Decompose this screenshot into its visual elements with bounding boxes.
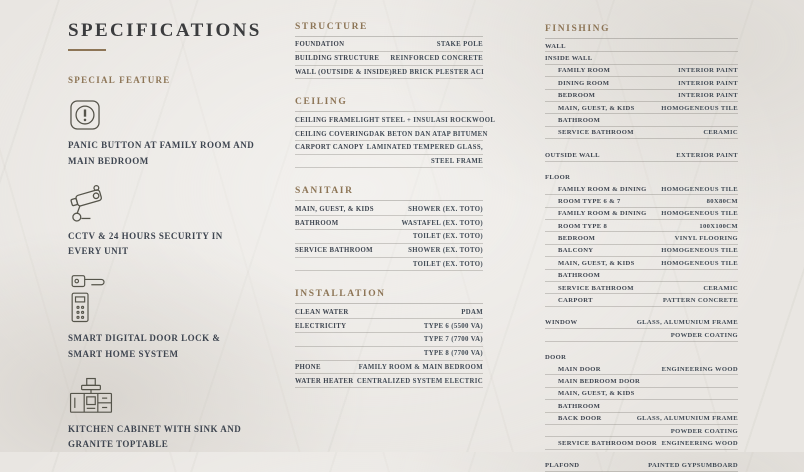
finishing-row [545,294,738,306]
spec-value: DAK BETON DAN ATAP BITUMEN [369,130,488,138]
spec-label: BEDROOM [558,235,596,243]
spec-value: POWDER COATING [670,427,738,435]
finishing-row [545,172,738,183]
title-underline [68,49,106,51]
finishing-row [545,114,738,126]
section-ceiling [295,97,496,168]
spec-value: SHOWER (EX. TOTO) [408,205,483,213]
smart-door-lock-icon [68,273,273,325]
spec-label: PHONE [295,363,321,371]
section-heading: STRUCTURE [295,22,483,37]
spec-value: GLASS, ALUMUNIUM FRAME [636,319,738,327]
spec-value: CERAMIC [703,129,738,137]
spec-label: MAIN, GUEST, & KIDS [558,104,635,112]
spec-label: OUTSIDE WALL [545,151,600,159]
spec-label: ROOM TYPE 6 & 7 [558,197,621,205]
section-heading: SANITAIR [295,186,483,201]
finishing-column [545,24,738,472]
spec-label: CLEAN WATER [295,308,349,316]
spec-value: TOILET (EX. TOTO) [412,233,483,241]
left-column [68,20,273,453]
spec-label: WATER HEATER [295,377,354,385]
middle-column [295,22,496,406]
spec-value: HOMOGENEOUS TILE [661,104,738,112]
spec-label: WALL [545,42,566,50]
finishing-row [545,363,738,375]
spec-label: FOUNDATION [295,41,345,49]
spec-value: HOMOGENEOUS TILE [661,185,738,193]
spec-row [295,155,483,169]
finishing-row [545,127,738,139]
spec-value: WASTAFEL (EX. TOTO) [401,219,483,227]
spec-row [295,319,483,333]
spec-label: ROOM TYPE 8 [558,222,608,230]
page-title: SPECIFICATIONS [68,20,262,41]
spec-value: TYPE 7 (7700 VA) [423,336,483,344]
spec-label: SERVICE BATHROOM [558,284,634,292]
spec-label: WINDOW [545,319,578,327]
kitchen-cabinet-icon [68,376,273,416]
finishing-row [545,425,738,437]
spec-value: HOMOGENEOUS TILE [661,210,738,218]
finishing-row [545,102,738,114]
finishing-row [545,183,738,195]
spec-label: CARPORT [558,297,593,305]
spec-value: INTERIOR PAINT [678,79,738,87]
spec-label: FAMILY ROOM [558,67,611,75]
spec-label: SERVICE BATHROOM DOOR [558,439,657,447]
spec-label: BATHROOM [295,219,339,227]
finishing-row [545,352,738,363]
spec-value: RED BRICK PLESTER ACI [392,68,485,76]
spec-row [295,66,483,80]
spec-value: 100X100CM [699,222,738,230]
panic-button-icon [68,98,273,132]
spec-label: CARPORT CANOPY [295,144,364,152]
finishing-row [545,388,738,400]
spec-row [295,141,483,155]
spec-value: PAINTED GYPSUMBOARD [648,462,738,470]
feature-item [68,376,273,454]
spec-label: BALCONY [558,247,594,255]
spec-row [295,127,488,141]
spec-label: MAIN DOOR [558,365,601,373]
spec-row [295,202,483,216]
feature-text: SMART DIGITAL DOOR LOCK & SMART HOME SYSTEM [68,333,221,359]
finishing-row [545,52,738,64]
finishing-row [545,437,738,449]
spec-label: MAIN, GUEST, & KIDS [295,205,374,213]
spec-value: LIGHT STEEL + INSULASI ROCKWOOL [355,116,496,124]
spec-value: EXTERIOR PAINT [676,151,738,159]
finishing-row [545,208,738,220]
spec-row [295,305,483,319]
finishing-row [545,232,738,244]
spec-row [295,361,483,375]
finishing-row [545,195,738,207]
spec-row [295,230,483,244]
spec-value: GLASS, ALUMUNIUM FRAME [636,415,738,423]
spec-value: TOILET (EX. TOTO) [412,260,483,268]
spec-value: HOMOGENEOUS TILE [661,259,738,267]
section-structure [295,22,483,79]
spec-label: SERVICE BATHROOM [558,129,634,137]
spec-value: STEEL FRAME [430,158,483,166]
finishing-row [545,65,738,77]
spec-label: WALL (OUTSIDE & INSIDE) [295,68,392,76]
spec-label: MAIN, GUEST, & KIDS [558,259,635,267]
spec-value: PATTERN CONCRETE [662,297,738,305]
spec-label: ELECTRICITY [295,322,347,330]
spec-row [295,347,483,361]
spec-value: ENGINEERING WOOD [661,365,738,373]
finishing-row [545,149,738,161]
spec-label: FLOOR [545,174,571,182]
finishing-row [545,329,738,341]
spec-row [295,244,483,258]
finishing-row [545,77,738,89]
finishing-row [545,413,738,425]
spec-row [295,258,483,272]
finishing-row [545,375,738,387]
spec-value: SHOWER (EX. TOTO) [408,247,483,255]
spec-label: MAIN BEDROOM DOOR [558,377,641,385]
spec-label: CEILING FRAME [295,116,356,124]
spec-label: MAIN, GUEST, & KIDS [558,390,635,398]
spec-value: 80X80CM [706,197,738,205]
finishing-heading: FINISHING [545,24,738,39]
spec-label: PLAFOND [545,462,580,470]
finishing-row [545,257,738,269]
spec-label: BATHROOM [558,272,601,280]
spec-value: LAMINATED TEMPERED GLASS, [366,144,483,152]
spec-value: CERAMIC [703,284,738,292]
spec-label: DINING ROOM [558,79,610,87]
special-feature-heading: SPECIAL FEATURE [68,75,171,85]
finishing-row [545,220,738,232]
spec-row [295,113,496,127]
feature-item [68,98,273,170]
finishing-row [545,400,738,412]
feature-text: PANIC BUTTON AT FAMILY ROOM AND MAIN BEDROOM [68,140,255,166]
spec-row [295,52,483,66]
spec-value: POWDER COATING [670,331,738,339]
section-heading: INSTALLATION [295,289,483,304]
finishing-row [545,282,738,294]
section-installation [295,289,483,388]
spec-label: BUILDING STRUCTURE [295,55,380,63]
spec-value: ENGINEERING WOOD [661,439,738,447]
spec-label: BEDROOM [558,92,596,100]
spec-value: REINFORCED CONCRETE [390,55,483,63]
finishing-row [545,40,738,52]
spec-value: VINYL FLOORING [674,235,738,243]
spec-label: DOOR [545,354,567,362]
finishing-row [545,270,738,282]
feature-item [68,273,273,363]
cctv-icon [68,183,273,223]
spec-label: CEILING COVERING [295,130,370,138]
feature-text: CCTV & 24 HOURS SECURITY IN EVERY UNIT [68,230,223,257]
feature-item [68,183,273,261]
finishing-row [545,317,738,329]
spec-value: INTERIOR PAINT [678,67,738,75]
spec-label: BATHROOM [558,116,601,124]
finishing-row [545,245,738,257]
spec-label: SERVICE BATHROOM [295,247,373,255]
spec-value: STAKE POLE [436,41,483,49]
section-sanitair [295,186,483,271]
spec-value: INTERIOR PAINT [678,92,738,100]
spec-label: FAMILY ROOM & DINING [558,210,647,218]
spec-value: FAMILY ROOM & MAIN BEDROOM [358,363,483,371]
spec-row [295,38,483,52]
spec-value: CENTRALIZED SYSTEM ELECTRIC [356,377,483,385]
spec-value: HOMOGENEOUS TILE [661,247,738,255]
spec-label: FAMILY ROOM & DINING [558,185,647,193]
section-heading: CEILING [295,97,483,112]
spec-value: TYPE 8 (7700 VA) [423,350,483,358]
finishing-row [545,460,738,472]
special-feature-list [68,98,273,453]
finishing-row [545,90,738,102]
spec-label: INSIDE WALL [545,54,593,62]
spec-label: BATHROOM [558,402,601,410]
spec-row [295,216,483,230]
feature-text: KITCHEN CABINET WITH SINK AND GRANITE TOPTABLE [68,423,242,450]
spec-value: TYPE 6 (5500 VA) [423,322,483,330]
spec-row [295,333,483,347]
spec-row [295,374,483,388]
spec-value: PDAM [461,308,483,316]
spec-label: BACK DOOR [558,415,602,423]
